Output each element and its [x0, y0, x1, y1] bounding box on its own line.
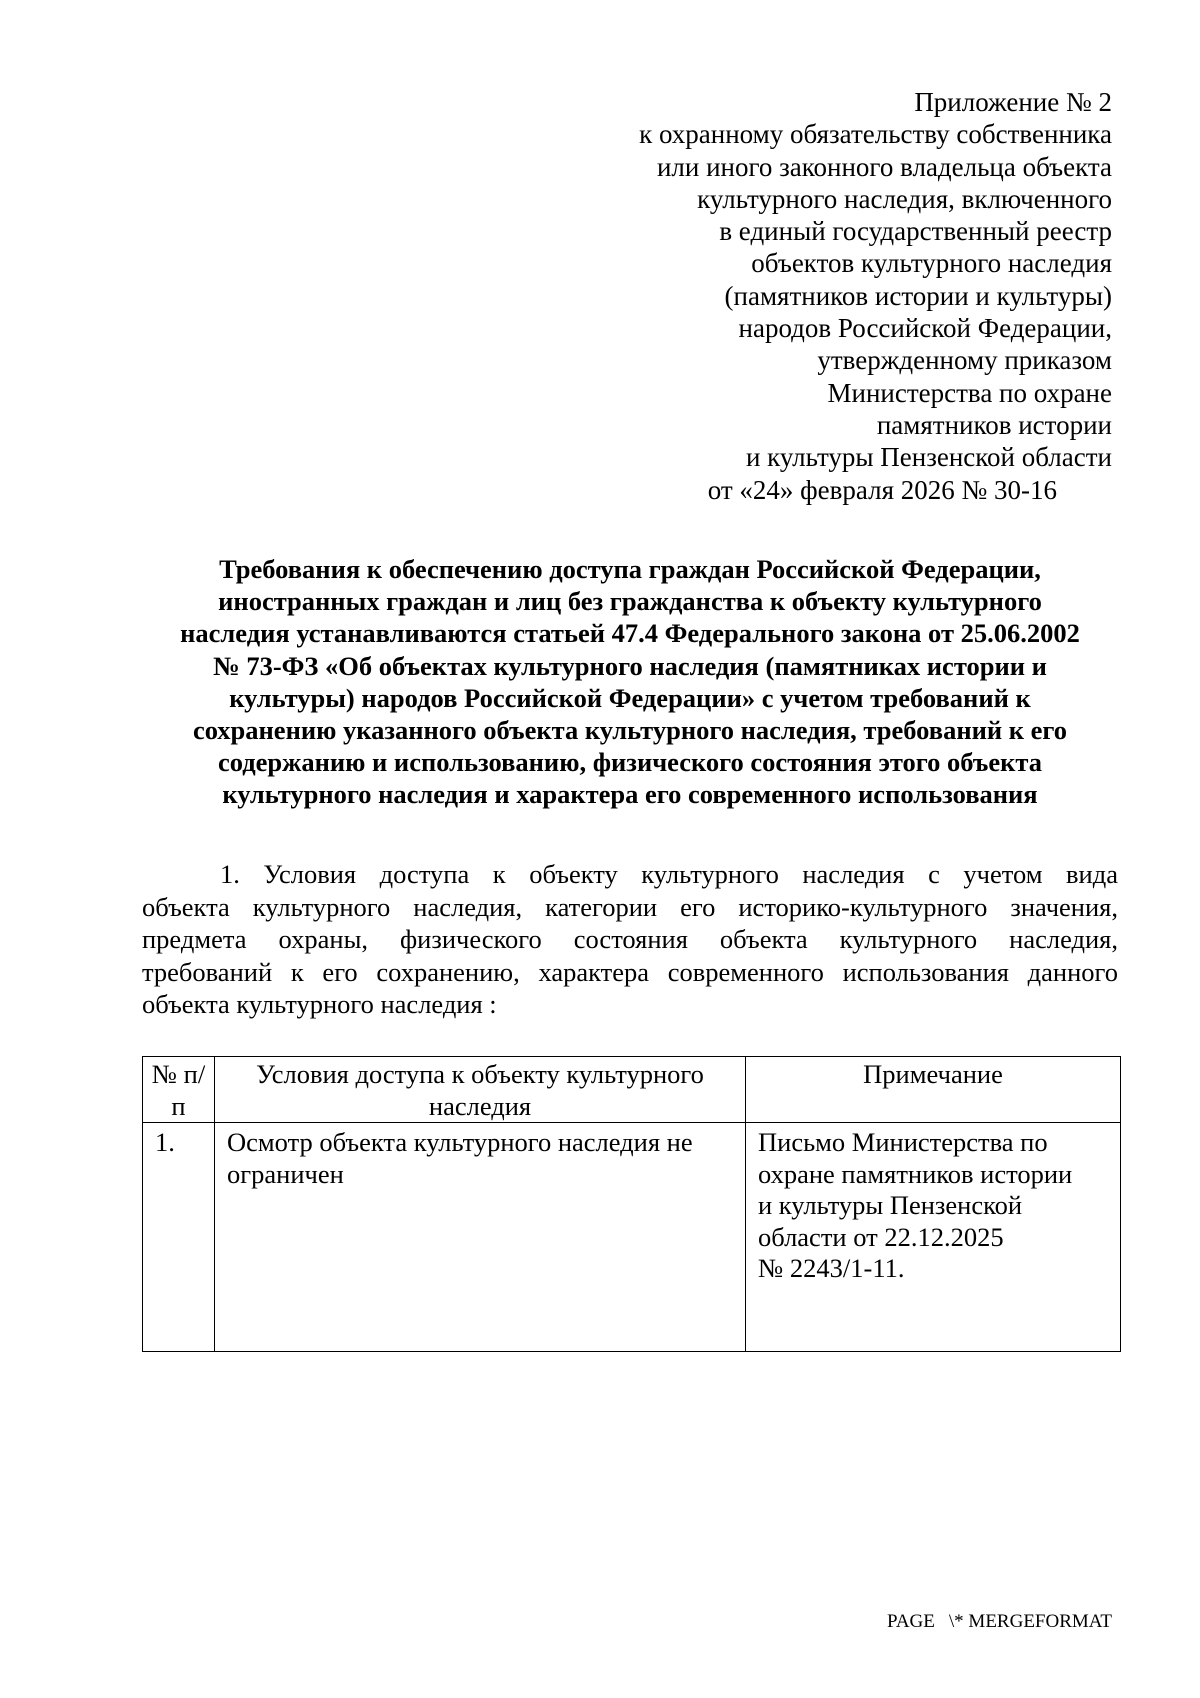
appendix-line: культурного наследия, включенного — [697, 183, 1112, 214]
paragraph-line: требований к его сохранению, характера современного использования данного — [142, 956, 1118, 987]
heading-line: Требования к обеспечению доступа граждан Российской Федерации, — [219, 554, 1041, 584]
appendix-line: утвержденному приказом — [817, 345, 1112, 376]
table-header-row — [143, 1057, 1121, 1123]
table-row — [143, 1123, 1121, 1352]
heading-line: № 73-ФЗ «Об объектах культурного наследия (памятниках истории и — [213, 650, 1047, 681]
body-paragraph — [142, 858, 1118, 1021]
appendix-line: памятников истории — [876, 409, 1112, 440]
note-line: и культуры Пензенской — [758, 1190, 1023, 1220]
paragraph-line: объекта культурного наследия, категории его историко-культурного значения, — [142, 891, 1118, 922]
heading-line: наследия устанавливаются статьей 47.4 Федерального закона от 25.06.2002 — [180, 618, 1080, 649]
appendix-line: объектов культурного наследия — [751, 248, 1112, 279]
heading-line: сохранению указанного объекта культурного наследия, требований к его — [192, 715, 1068, 746]
row-number: 1. — [143, 1123, 215, 1352]
heading-line: содержанию и использованию, физического состояния этого объекта — [218, 747, 1042, 778]
page-footer — [887, 1611, 1112, 1633]
row-conditions: Осмотр объекта культурного наследия не ограничен — [215, 1123, 746, 1352]
appendix-line: и культуры Пензенской области — [745, 442, 1112, 473]
note-line: № 2243/1-11. — [758, 1253, 905, 1283]
page-field-code: PAGE — [887, 1611, 935, 1632]
paragraph-line: 1. Условия доступа к объекту культурного наследия с учетом вида — [220, 859, 1118, 889]
paragraph-line: объекта культурного наследия : — [142, 989, 497, 1019]
mergeformat-switch: \* MERGEFORMAT — [948, 1611, 1112, 1632]
appendix-line: народов Российской Федерации, — [738, 313, 1112, 344]
appendix-line: (памятников истории и культуры) — [724, 280, 1112, 311]
header-conditions: Условия доступа к объекту культурного наследия — [215, 1057, 746, 1123]
access-conditions-table — [142, 1056, 1121, 1352]
appendix-line: Приложение № 2 — [914, 87, 1112, 117]
header-note: Примечание — [746, 1057, 1121, 1123]
heading-line: культурного наследия и характера его современного использования — [222, 779, 1038, 810]
appendix-line: к охранному обязательству собственника — [639, 119, 1112, 150]
heading-line: иностранных граждан и лиц без гражданства к объекту культурного — [218, 586, 1042, 617]
note-line: области от 22.12.2025 — [758, 1221, 1004, 1252]
appendix-header — [572, 86, 1112, 506]
document-heading — [140, 553, 1120, 811]
note-line: Письмо Министерства по — [758, 1127, 1048, 1157]
appendix-line: в единый государственный реестр — [719, 216, 1112, 247]
appendix-line: Министерства по охране — [827, 377, 1112, 408]
row-note — [746, 1123, 1121, 1352]
appendix-line: или иного законного владельца объекта — [656, 151, 1112, 182]
paragraph-line: предмета охраны, физического состояния объекта культурного наследия, — [142, 924, 1118, 954]
note-line: охране памятников истории — [758, 1158, 1073, 1189]
appendix-date-line: от «24» февраля 2026 № 30-16 — [707, 474, 1057, 505]
heading-line: культуры) народов Российской Федерации» с учетом требований к — [229, 682, 1031, 713]
header-number: № п/п — [143, 1057, 215, 1123]
